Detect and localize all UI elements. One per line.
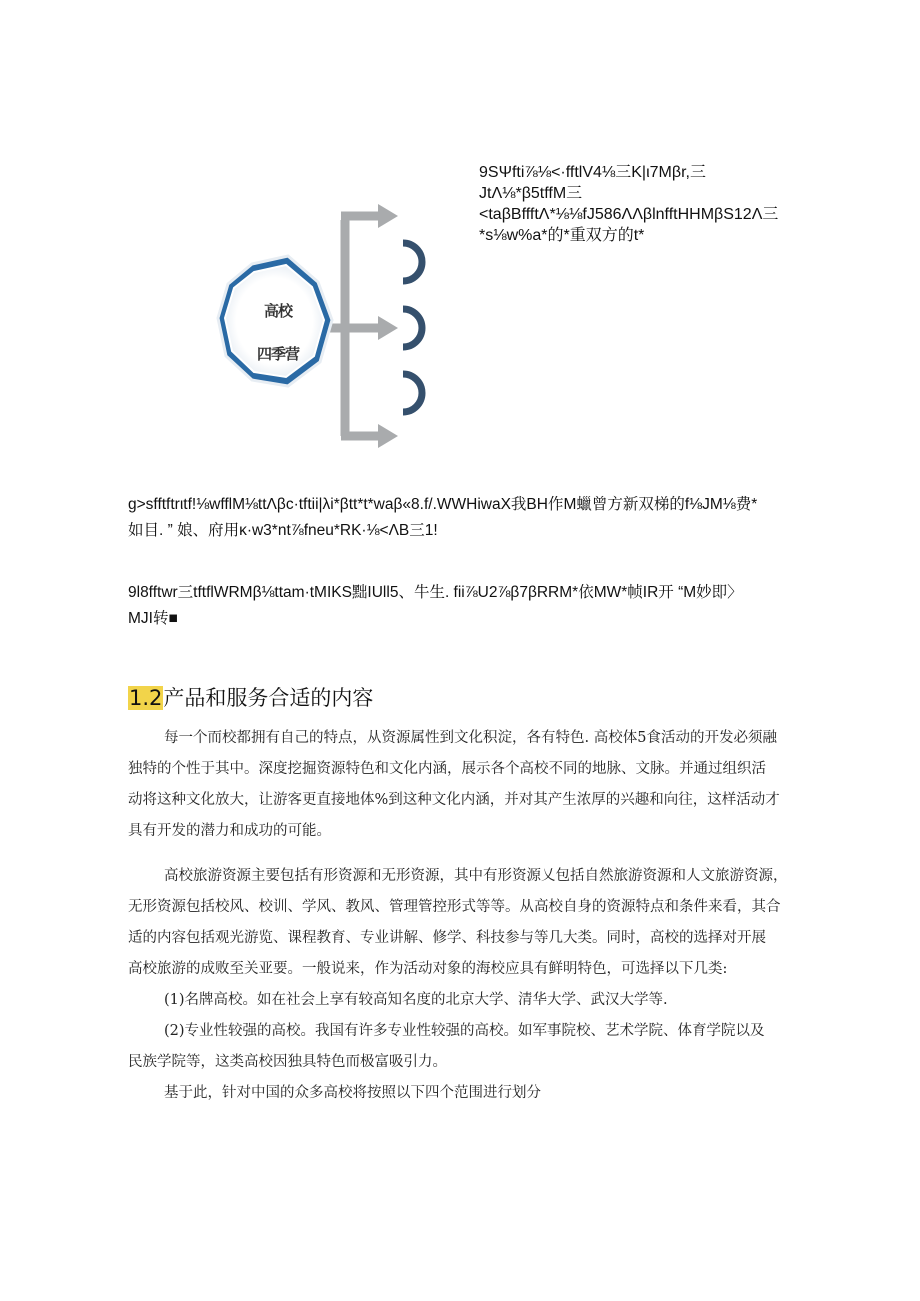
caption-line: 9SΨfti⅞⅛<·fftlV4⅛三K|ι7Mβr,三 <box>479 164 706 181</box>
paragraph <box>128 861 793 985</box>
text-line: 每一个而校都拥有自己的特点，从资源属性到文化积淀，各有特色. 高校体5食活动的开发必须融 <box>164 730 777 746</box>
text-line: 独特的个性于其中。深度挖掘资源特色和文化内涵，展示各个高校不同的地脉、文脉。并通过组织活 <box>128 761 766 777</box>
caption-line: *s⅛w%a*的*重双方的t* <box>479 227 645 244</box>
garbled-paragraph-a <box>128 492 757 544</box>
text-line: 如目. ” 娘、府用κ·w3*nt⅞fneu*RK·⅛<ΛB三1! <box>128 522 438 539</box>
text-line: MJI转■ <box>128 610 178 627</box>
arrow-head-top <box>378 204 398 228</box>
bracket-arc-3 <box>403 374 422 412</box>
section-title: 产品和服务合适的内容 <box>163 686 374 710</box>
text-line: 基于此，针对中国的众多高校将按照以下四个范围进行划分 <box>164 1085 541 1101</box>
text-line: 动将这种文化放大，让游客更直接地体%到这种文化内涵，并对其产生浓厚的兴趣和向往，这样活动才 <box>128 792 780 808</box>
text-line: 适的内容包括观光游览、课程教育、专业讲解、修学、科技参与等几大类。同时，高校的选择对开展 <box>128 930 766 946</box>
center-badge <box>218 256 332 386</box>
text-line: 具有开发的潜力和成功的可能。 <box>128 823 331 839</box>
text-line: (2)专业性较强的高校。我国有许多专业性较强的高校。如军事院校、艺术学院、体育学院以及 <box>164 1023 765 1039</box>
center-label-line1: 高校 <box>263 302 292 320</box>
text-line: 高校旅游资源主要包括有形资源和无形资源，其中有形资源乂包括自然旅游资源和人文旅游资源， <box>164 868 788 884</box>
section-heading <box>128 683 373 713</box>
text-line: 9l8fftwr三tftflWRMβ⅛ttam·tMIKS黜IUll5、牛生. fii⅞U2⅞β7βRRM*依MW*帧IR开 “M妙即〉 <box>128 584 743 601</box>
text-line: 民族学院等，这类高校因独具特色而极富吸引力。 <box>128 1054 447 1070</box>
arrow-head-bottom <box>378 424 398 448</box>
center-label-line2: 四季营 <box>256 345 299 363</box>
text-line: 高校旅游的成败至关亚要。一般说来，作为活动对象的海校应具有鲜明特色，可选择以下几类: <box>128 961 728 977</box>
caption-line: JtΛ⅛*β5tffM三 <box>479 185 583 202</box>
paragraph <box>128 723 793 847</box>
bracket-arc-1 <box>403 243 422 281</box>
body-text <box>128 723 793 1109</box>
diagram <box>210 200 450 460</box>
caption-line: <taβBffftΛ*⅛⅛fJ586ΛΛβlnfftHHMβS12Λ三 <box>479 206 779 223</box>
paragraph <box>128 985 793 1016</box>
bracket-group <box>403 243 422 412</box>
arrow-head-middle <box>378 316 398 340</box>
text-line: g>sfftftrιtf!⅛wfflM⅛ttΛβc·tftii|λi*βtt*t*waβ«8.f/.WWHiwaX我BH作M蠟曾方新双梯的f⅛JM⅛费* <box>128 496 758 513</box>
bracket-arc-2 <box>403 309 422 347</box>
garbled-paragraph-b <box>128 580 743 632</box>
section-number: 1.2 <box>129 686 163 710</box>
paragraph <box>128 1078 793 1109</box>
paragraph <box>128 1016 793 1078</box>
diagram-caption <box>479 162 778 246</box>
text-line: 无形资源包括校风、校训、学风、教风、管理管控形式等等。从高校自身的资源特点和条件来看，其合 <box>128 899 781 915</box>
diagram-graphic <box>210 200 450 460</box>
text-line: (1)名牌高校。如在社会上享有较高知名度的北京大学、清华大学、武汉大学等. <box>164 992 668 1008</box>
